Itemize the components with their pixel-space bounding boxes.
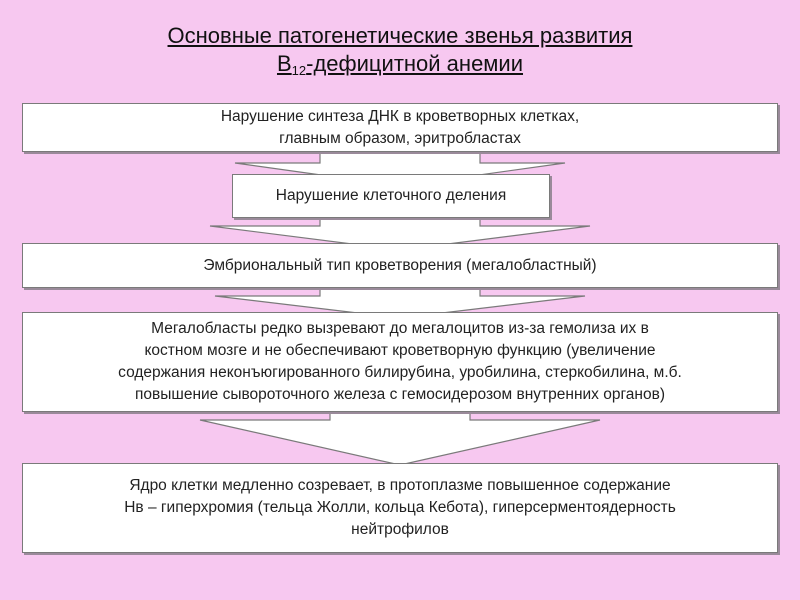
box-nucleus-maturation-text: Ядро клетки медленно созревает, в протоплазме повышенное содержание Нв – гиперхромия (тельца Жолли, кольца Кебота), гиперсерментоядерность нейтрофилов <box>124 477 676 538</box>
title-line-2 <box>0 50 800 85</box>
box-dna-synthesis <box>22 103 778 152</box>
title-line-1: Основные патогенетические звенья развития <box>167 23 633 48</box>
arrow-4 <box>200 412 600 465</box>
box-embryonic-hematopoiesis <box>22 243 778 288</box>
box-cell-division-text: Нарушение клеточного деления <box>275 187 507 204</box>
box-megaloblasts <box>22 312 778 412</box>
box-megaloblasts-text: Мегалобласты редко вызревают до мегалоцитов из-за гемолиза их в костном мозге и не обеспечивают кроветворную функцию (увеличение содержания неконъюгированного билирубина, уробилина, стеркобилина, м.б. повышение сывороточного железа с гемосидерозом внутренних органов) <box>118 320 682 403</box>
box-nucleus-maturation <box>22 463 778 553</box>
box-embryonic-hematopoiesis-text: Эмбриональный тип кроветворения (мегалобластный) <box>203 256 597 274</box>
title-b-subscript: 12 <box>291 63 307 78</box>
title-line-2-rest: -дефицитной анемии <box>306 51 524 76</box>
title-b-letter: В <box>276 51 292 76</box>
page-title <box>0 22 800 85</box>
box-dna-synthesis-text: Нарушение синтеза ДНК в кроветворных клетках, главным образом, эритробластах <box>220 107 580 147</box>
box-cell-division <box>232 174 550 218</box>
